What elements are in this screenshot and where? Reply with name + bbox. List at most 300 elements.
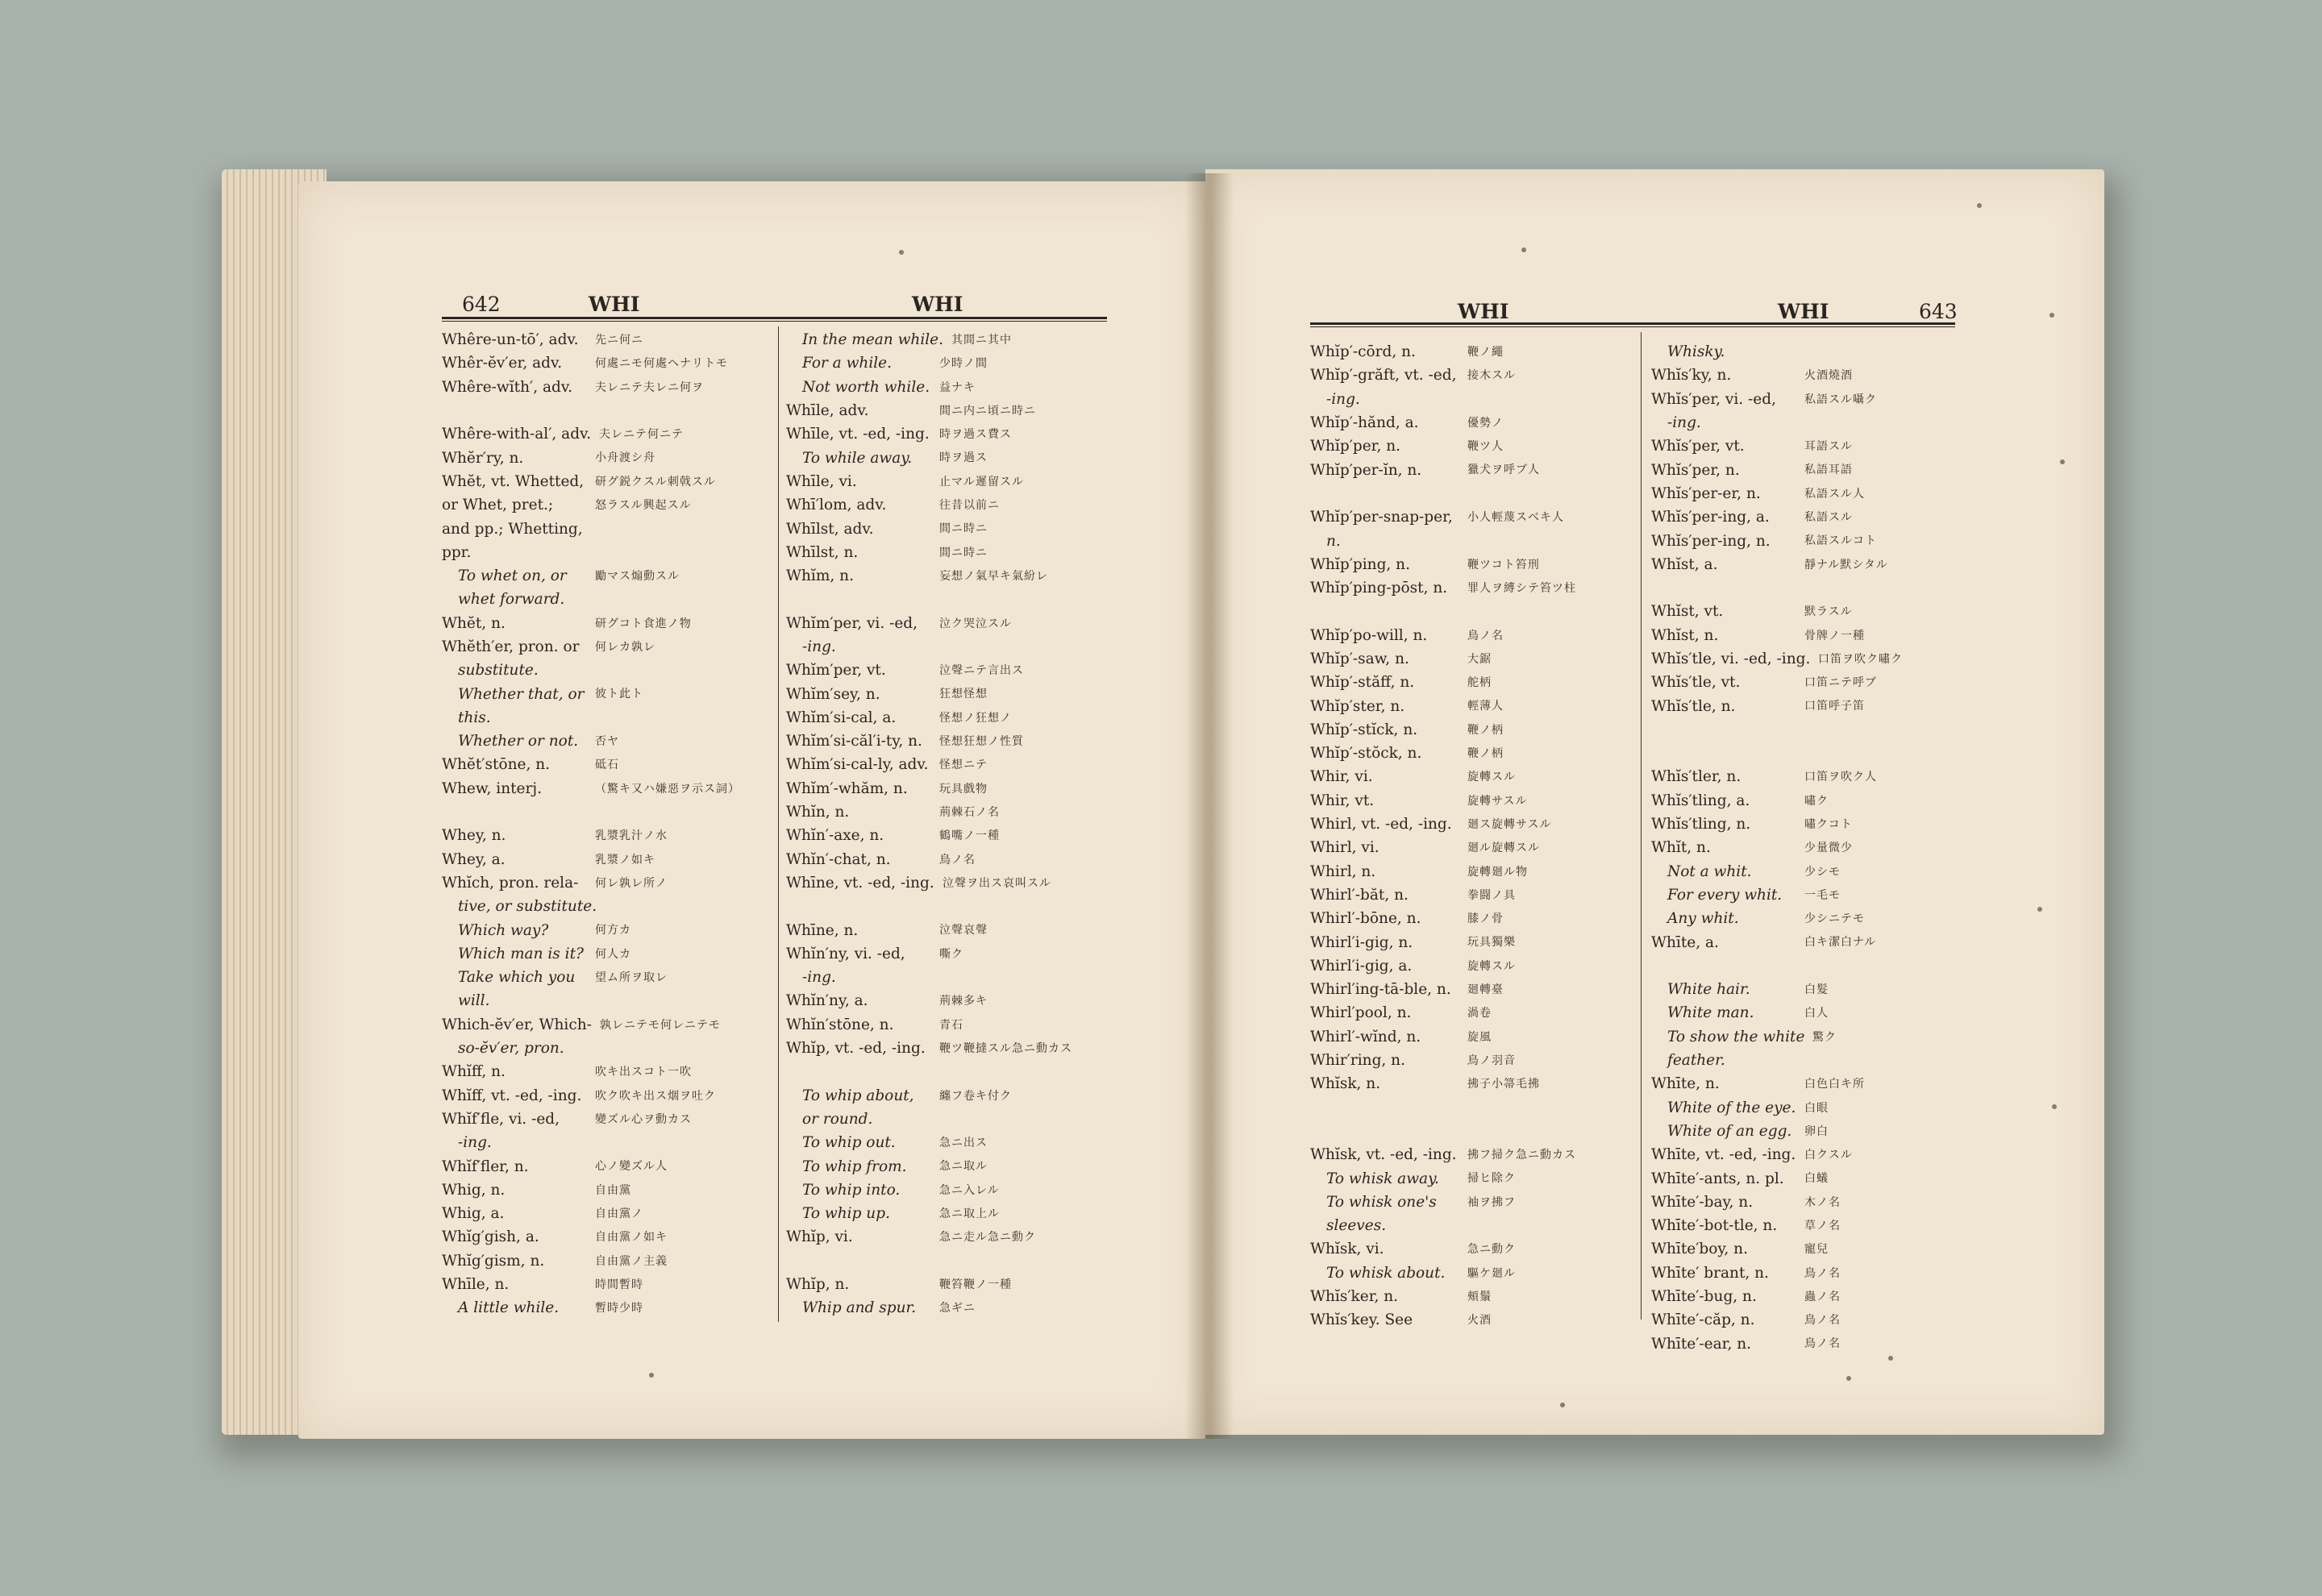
entry-headword: Whĭsk, vi. xyxy=(1310,1241,1384,1258)
entry-gloss: 驅ケ廻ル xyxy=(1467,1266,1516,1280)
entry-headword: Whir, vi. xyxy=(1310,768,1373,786)
entry-gloss: 自由黨ノ主義 xyxy=(595,1254,668,1268)
entry-headword: Whĭs′tle, vt. xyxy=(1651,674,1741,692)
left-column-divider xyxy=(778,326,779,1322)
entry-headword: Whĭp′-stăff, n. xyxy=(1310,674,1415,692)
entry-headword: Whĭp′-stŏck, n. xyxy=(1310,745,1422,763)
dictionary-entry xyxy=(786,729,1109,753)
left-header-rule xyxy=(442,317,1107,322)
right-header-rule xyxy=(1310,322,1955,327)
dictionary-entry xyxy=(786,682,1109,705)
entry-headword: Whĭp′-saw, n. xyxy=(1310,650,1409,667)
entry-gloss: 私語スル人 xyxy=(1804,487,1865,501)
dictionary-entry xyxy=(1651,1025,1966,1049)
paper-spot xyxy=(2037,907,2042,912)
entry-headword: To whisk about. xyxy=(1326,1264,1446,1282)
entry-gloss: 何方カ xyxy=(595,924,631,937)
entry-gloss: 罪人ヲ縛シテ笞ツ柱 xyxy=(1467,581,1576,595)
entry-headword: White of the eye. xyxy=(1667,1099,1796,1116)
entry-gloss xyxy=(1804,414,1966,432)
dictionary-entry xyxy=(1310,671,1637,694)
entry-gloss: 私語スル囁ク xyxy=(1804,393,1877,406)
entry-gloss xyxy=(1467,485,1637,503)
dictionary-entry xyxy=(1651,1096,1966,1120)
entry-headword: or round. xyxy=(802,1110,873,1128)
entry-gloss: 嘯クコト xyxy=(1804,817,1853,831)
entry-headword: Whĭt, n. xyxy=(1651,839,1711,857)
entry-headword: To whet on, or xyxy=(458,567,567,585)
dictionary-entry xyxy=(1651,647,1966,671)
entry-headword: Whêre-with-al′, adv. xyxy=(442,426,592,443)
entry-gloss: 卵白 xyxy=(1804,1124,1829,1138)
entry-gloss: 急ニ取上ル xyxy=(939,1207,1000,1220)
entry-headword: Whey, a. xyxy=(442,850,506,868)
entry-gloss xyxy=(1467,532,1637,550)
entry-headword: Whirl′-băt, n. xyxy=(1310,886,1409,904)
dictionary-entry xyxy=(442,1108,772,1131)
entry-gloss: 鞭ノ柄 xyxy=(1467,723,1504,737)
paper-spot xyxy=(1560,1403,1565,1407)
entry-gloss: 急ニ取ル xyxy=(939,1160,988,1174)
entry-gloss: 何レ孰レ所ノ xyxy=(595,876,668,890)
entry-gloss: 急ニ走ル急ニ動ク xyxy=(939,1231,1036,1245)
entry-headword: Whir, vt. xyxy=(1310,792,1375,809)
entry-gloss xyxy=(595,402,772,420)
entry-headword: Whīte′-bay, n. xyxy=(1651,1193,1754,1211)
entry-gloss: 默ラスル xyxy=(1804,605,1853,619)
entry-headword: Whig, a. xyxy=(442,1205,505,1223)
entry-headword: -ing. xyxy=(1667,414,1701,432)
entry-gloss: 往昔以前ニ xyxy=(939,499,1000,513)
dictionary-entry xyxy=(786,517,1109,540)
dictionary-entry xyxy=(1310,1072,1637,1095)
entry-headword: Whĭs′tle, vi. -ed, -ing. xyxy=(1651,650,1811,667)
entry-headword: Whĕt′stōne, n. xyxy=(442,756,550,774)
entry-gloss xyxy=(939,591,1109,609)
entry-headword: Whĭm′per, vt. xyxy=(786,662,886,680)
entry-headword: Whīte, a. xyxy=(1651,933,1719,951)
entry-headword: Whĭp′per-snap-per, xyxy=(1310,509,1453,526)
entry-headword: Not worth while. xyxy=(802,378,930,396)
dictionary-entry xyxy=(786,635,1109,659)
entry-headword: Whĭs′per, vi. -ed, xyxy=(1651,390,1776,408)
dictionary-entry xyxy=(442,706,772,729)
dictionary-entry xyxy=(1651,813,1966,836)
entry-headword: Whêr-ĕv′er, adv. xyxy=(442,355,563,372)
dictionary-entry xyxy=(786,1013,1109,1037)
entry-gloss: 荊棘多キ xyxy=(939,995,988,1008)
entry-headword: Whĭf′fle, vi. -ed, xyxy=(442,1110,560,1128)
entry-headword: Whĭs′tling, a. xyxy=(1651,792,1750,809)
paper-spot xyxy=(1846,1376,1851,1381)
dictionary-entry xyxy=(1310,388,1637,411)
dictionary-entry xyxy=(442,753,772,776)
dictionary-entry xyxy=(1310,1261,1637,1285)
dictionary-entry xyxy=(442,918,772,941)
entry-gloss: 旋風 xyxy=(1467,1030,1492,1044)
entry-headword: Whĭs′tle, n. xyxy=(1651,697,1736,715)
entry-gloss: 夫レニテ何ニテ xyxy=(599,428,684,442)
paper-spot xyxy=(2049,313,2054,318)
dictionary-entry xyxy=(1310,1120,1637,1143)
entry-headword: To whip up. xyxy=(802,1205,890,1223)
left-header-guide-word-2: WHI xyxy=(912,293,963,316)
left-page-column-2 xyxy=(786,328,1109,1320)
dictionary-entry xyxy=(1310,907,1637,930)
entry-headword: To whisk one's xyxy=(1326,1193,1437,1211)
dictionary-entry xyxy=(786,376,1109,399)
dictionary-entry xyxy=(442,541,772,564)
entry-headword: Whêre-un-tō′, adv. xyxy=(442,331,579,349)
entry-gloss: 耳語スル xyxy=(1804,440,1853,454)
entry-headword: Whĭst, a. xyxy=(1651,555,1718,573)
dictionary-entry xyxy=(786,1037,1109,1060)
entry-gloss: 寵兒 xyxy=(1804,1243,1829,1257)
dictionary-entry xyxy=(1310,1049,1637,1072)
entry-gloss: 自由黨ノ如キ xyxy=(595,1231,668,1245)
dictionary-entry xyxy=(442,588,772,611)
entry-headword: Whīle, n. xyxy=(442,1276,510,1294)
dictionary-entry xyxy=(1651,1049,1966,1072)
dictionary-entry xyxy=(786,1060,1109,1083)
dictionary-entry xyxy=(1310,647,1637,671)
entry-headword: Whīle, vi. xyxy=(786,472,857,490)
entry-headword: Whĭch, pron. rela- xyxy=(442,874,579,892)
entry-gloss: 口笛ニテ呼ブ xyxy=(1804,676,1877,690)
dictionary-entry xyxy=(1651,576,1966,600)
dictionary-entry xyxy=(1310,1237,1637,1261)
dictionary-entry xyxy=(786,1202,1109,1225)
entry-headword: Whĭs′per-ing, a. xyxy=(1651,509,1770,526)
dictionary-entry xyxy=(1651,411,1966,434)
entry-gloss: 鞭ノ繩 xyxy=(1467,346,1504,359)
left-page-column-1 xyxy=(442,328,772,1320)
entry-gloss: 優勢ノ xyxy=(1467,416,1504,430)
entry-headword: Whĭn′stōne, n. xyxy=(786,1016,894,1033)
entry-gloss: 狂想怪想 xyxy=(939,688,988,701)
entry-gloss: 廻ル旋轉スル xyxy=(1467,842,1540,855)
entry-gloss: 接木スル xyxy=(1467,369,1516,383)
dictionary-entry xyxy=(442,422,772,446)
entry-headword: Whĭp′-cōrd, n. xyxy=(1310,343,1416,361)
entry-headword: Whīte′ brant, n. xyxy=(1651,1264,1769,1282)
dictionary-entry xyxy=(786,1108,1109,1131)
dictionary-entry xyxy=(1310,765,1637,788)
entry-headword: In the mean while. xyxy=(802,331,944,349)
dictionary-entry xyxy=(1651,1001,1966,1025)
entry-headword: Take which you xyxy=(458,969,576,987)
dictionary-entry xyxy=(1310,364,1637,387)
entry-headword: Whīne, vt. -ed, -ing. xyxy=(786,874,934,892)
paper-spot xyxy=(2052,1104,2057,1109)
entry-gloss xyxy=(939,1111,1109,1128)
entry-headword: feather. xyxy=(1667,1052,1725,1070)
entry-gloss: 暫時少時 xyxy=(595,1302,643,1315)
entry-gloss: 拳闘ノ具 xyxy=(1467,888,1516,902)
entry-gloss: 白クスル xyxy=(1804,1149,1853,1162)
entry-gloss xyxy=(1467,603,1637,621)
dictionary-entry xyxy=(442,966,772,989)
entry-gloss: 砥石 xyxy=(595,759,619,772)
dictionary-entry xyxy=(786,800,1109,824)
dictionary-entry xyxy=(786,446,1109,469)
entry-gloss: 自由黨 xyxy=(595,1183,631,1197)
dictionary-entry xyxy=(442,1273,772,1296)
entry-headword: Whīne, n. xyxy=(786,921,859,939)
entry-headword: Whĭp′ping, n. xyxy=(1310,555,1410,573)
dictionary-entry xyxy=(1310,694,1637,717)
entry-gloss: 乳漿乳汁ノ水 xyxy=(595,829,668,843)
paper-spot xyxy=(1977,203,1982,208)
entry-gloss: 鳥ノ羽音 xyxy=(1467,1054,1516,1067)
entry-headword: Whīte, n. xyxy=(1651,1075,1720,1093)
entry-headword: Whĭs′tler, n. xyxy=(1651,768,1742,786)
entry-headword: whet forward. xyxy=(458,591,565,609)
entry-gloss: 急ニ出ス xyxy=(939,1137,988,1150)
dictionary-entry xyxy=(442,328,772,351)
dictionary-entry xyxy=(786,470,1109,493)
entry-gloss: 其間ニ其中 xyxy=(951,334,1012,347)
entry-gloss: 纏フ卷キ付ク xyxy=(939,1089,1012,1103)
entry-gloss: 泣ク哭泣スル xyxy=(939,617,1012,630)
entry-headword: To while away. xyxy=(802,449,913,467)
dictionary-entry xyxy=(786,871,1109,895)
entry-headword: Whīlst, n. xyxy=(786,543,859,561)
entry-gloss: 吹キ出スコト一吹 xyxy=(595,1066,692,1079)
dictionary-entry xyxy=(1310,482,1637,505)
entry-gloss: 間ニ内ニ頃ニ時ニ xyxy=(939,404,1036,418)
dictionary-entry xyxy=(442,612,772,635)
entry-gloss: 心ノ變ズル人 xyxy=(595,1160,668,1174)
entry-gloss: 何レカ孰レ xyxy=(595,640,655,654)
dictionary-entry xyxy=(786,918,1109,941)
entry-gloss: 怒ラスル興起スル xyxy=(595,499,692,513)
dictionary-entry xyxy=(442,895,772,918)
dictionary-entry xyxy=(1651,883,1966,907)
dictionary-entry xyxy=(442,1296,772,1320)
dictionary-entry xyxy=(1310,411,1637,434)
dictionary-entry xyxy=(1310,340,1637,364)
entry-gloss xyxy=(595,520,772,538)
right-header-guide-word-2: WHI xyxy=(1778,300,1829,323)
dictionary-entry xyxy=(1651,505,1966,529)
entry-headword: -ing. xyxy=(458,1134,492,1152)
dictionary-entry xyxy=(442,470,772,493)
entry-gloss: 泣聲ニテ言出ス xyxy=(939,664,1024,678)
entry-headword: Whig, n. xyxy=(442,1181,506,1199)
dictionary-entry xyxy=(1651,388,1966,411)
entry-headword: Whip and spur. xyxy=(802,1299,917,1317)
entry-gloss: 急ギニ xyxy=(939,1302,976,1315)
entry-gloss: 止マル遲留スル xyxy=(939,475,1024,488)
entry-gloss: 鳥ノ名 xyxy=(1804,1337,1841,1351)
entry-gloss: 荊棘石ノ名 xyxy=(939,805,1000,819)
entry-headword: Whīte′-ants, n. pl. xyxy=(1651,1170,1784,1187)
entry-gloss: 輕薄人 xyxy=(1467,700,1504,713)
dictionary-entry xyxy=(1651,860,1966,883)
entry-gloss xyxy=(1804,343,1966,361)
entry-gloss xyxy=(595,591,772,609)
dictionary-entry xyxy=(1310,458,1637,481)
entry-headword: Whĭg′gism, n. xyxy=(442,1252,545,1270)
entry-gloss: 白色白キ所 xyxy=(1804,1078,1865,1091)
dictionary-entry xyxy=(442,989,772,1012)
entry-headword: A little while. xyxy=(458,1299,560,1317)
entry-gloss: 勵マス煽動スル xyxy=(595,569,680,583)
entry-gloss: 時ヲ過ス xyxy=(939,451,988,465)
dictionary-entry xyxy=(786,895,1109,918)
entry-gloss: 青石 xyxy=(939,1018,963,1032)
entry-headword: Whĭsk, vt. -ed, -ing. xyxy=(1310,1146,1457,1164)
entry-gloss xyxy=(1804,745,1966,763)
entry-gloss xyxy=(1467,1099,1637,1117)
entry-gloss: 孰レニテモ何レニテモ xyxy=(600,1018,721,1032)
entry-headword: Whĭp′-grăft, vt. -ed, xyxy=(1310,367,1457,384)
entry-gloss: 何處ニモ何處ヘナリトモ xyxy=(595,357,728,371)
entry-headword: Whew, interj. xyxy=(442,779,542,797)
entry-gloss: 小舟渡シ舟 xyxy=(595,451,655,465)
entry-gloss: （驚キ又ハ嫌惡ヲ示ス詞） xyxy=(595,782,740,796)
entry-gloss: 舵柄 xyxy=(1467,676,1492,690)
entry-gloss: 渦卷 xyxy=(1467,1007,1492,1020)
dictionary-entry xyxy=(1651,930,1966,954)
dictionary-entry xyxy=(1651,529,1966,552)
dictionary-entry xyxy=(1651,624,1966,647)
dictionary-entry xyxy=(1310,789,1637,813)
dictionary-entry xyxy=(1310,1308,1637,1332)
entry-gloss: 袖ヲ拂フ xyxy=(1467,1195,1516,1209)
entry-gloss: 鳥ノ名 xyxy=(1467,629,1504,642)
dictionary-entry xyxy=(786,777,1109,800)
entry-headword: Whĭf′fler, n. xyxy=(442,1158,529,1175)
entry-headword: Whirl′-bōne, n. xyxy=(1310,910,1421,928)
entry-gloss: 時間暫時 xyxy=(595,1278,643,1291)
entry-gloss xyxy=(1467,1123,1637,1141)
dictionary-entry xyxy=(786,588,1109,611)
entry-headword: Whĭm′sey, n. xyxy=(786,685,880,703)
entry-gloss xyxy=(939,638,1109,656)
dictionary-entry xyxy=(442,942,772,966)
entry-headword: Whirl′i-gig, n. xyxy=(1310,933,1413,951)
dictionary-entry xyxy=(786,966,1109,989)
entry-gloss: 拂フ掃ク急ニ動カス xyxy=(1467,1149,1576,1162)
entry-headword: Whĭst, vt. xyxy=(1651,603,1724,621)
entry-gloss: 益ナキ xyxy=(939,380,976,394)
entry-gloss: 火酒燒酒 xyxy=(1804,369,1853,383)
entry-gloss: 口笛ヲ吹ク人 xyxy=(1804,771,1877,784)
dictionary-entry xyxy=(1310,624,1637,647)
dictionary-entry xyxy=(1310,1285,1637,1308)
entry-gloss xyxy=(1804,958,1966,975)
dictionary-entry xyxy=(442,777,772,800)
entry-gloss: 研グコト食進ノ物 xyxy=(595,617,692,630)
entry-headword: White hair. xyxy=(1667,981,1750,999)
dictionary-entry xyxy=(1310,930,1637,954)
dictionary-entry xyxy=(442,1084,772,1108)
entry-gloss: 少シニテモ xyxy=(1804,912,1865,926)
dictionary-entry xyxy=(1310,883,1637,907)
entry-headword: Whĭs′tling, n. xyxy=(1651,816,1751,833)
dictionary-entry xyxy=(1310,718,1637,742)
entry-headword: Whĭs′per, n. xyxy=(1651,461,1740,479)
dictionary-entry xyxy=(786,1249,1109,1273)
entry-headword: Whirl′pool, n. xyxy=(1310,1004,1412,1022)
entry-headword: so-ĕv′er, pron. xyxy=(458,1040,564,1058)
entry-headword: this. xyxy=(458,709,491,726)
dictionary-entry xyxy=(1310,1001,1637,1025)
entry-gloss: 頰鬚 xyxy=(1467,1290,1492,1303)
entry-gloss: 怪想ノ狂想ノ xyxy=(939,711,1012,725)
dictionary-entry xyxy=(1651,1120,1966,1143)
dictionary-entry xyxy=(1651,1332,1966,1355)
entry-headword: Whĭff, vt. -ed, -ing. xyxy=(442,1087,582,1104)
entry-gloss: 夫レニテ夫レニ何ヲ xyxy=(595,380,704,394)
entry-gloss: 間ニ時ニ xyxy=(939,546,988,559)
left-header-guide-word: WHI xyxy=(589,293,640,316)
dictionary-entry xyxy=(442,493,772,517)
entry-headword: Any whit. xyxy=(1667,910,1739,928)
entry-gloss: 玩具戲物 xyxy=(939,782,988,796)
dictionary-entry xyxy=(1651,1308,1966,1332)
right-page-column-1 xyxy=(1310,340,1637,1332)
paper-spot xyxy=(2060,459,2065,464)
dictionary-entry xyxy=(1651,789,1966,813)
paper-spot xyxy=(899,250,904,255)
entry-gloss: 旋轉スル xyxy=(1467,771,1516,784)
dictionary-entry xyxy=(786,1131,1109,1154)
entry-gloss: 玩具獨樂 xyxy=(1467,936,1516,950)
entry-headword: Which way? xyxy=(458,921,549,939)
entry-gloss xyxy=(1467,1217,1637,1235)
entry-gloss xyxy=(939,898,1109,916)
dictionary-entry xyxy=(1310,576,1637,600)
entry-gloss: 大鋸 xyxy=(1467,652,1492,666)
dictionary-entry xyxy=(1310,1096,1637,1120)
entry-gloss xyxy=(939,1253,1109,1270)
dictionary-entry xyxy=(442,1202,772,1225)
dictionary-entry xyxy=(786,942,1109,966)
dictionary-entry xyxy=(1651,482,1966,505)
entry-headword: Whĕr′ry, n. xyxy=(442,449,524,467)
entry-headword: Which-ĕv′er, Which- xyxy=(442,1016,592,1033)
entry-headword: Whir′ring, n. xyxy=(1310,1052,1405,1070)
dictionary-entry xyxy=(1310,1025,1637,1049)
entry-gloss: 鞭ツ人 xyxy=(1467,440,1504,454)
entry-gloss: 白人 xyxy=(1804,1007,1829,1020)
dictionary-entry xyxy=(1651,600,1966,623)
entry-gloss: 廻轉臺 xyxy=(1467,983,1504,997)
dictionary-entry xyxy=(1651,1191,1966,1214)
entry-gloss xyxy=(595,804,772,821)
entry-headword: and pp.; Whetting, xyxy=(442,520,583,538)
dictionary-entry xyxy=(1651,340,1966,364)
entry-headword: Whīte′-bug, n. xyxy=(1651,1288,1757,1306)
dictionary-entry xyxy=(1651,1237,1966,1261)
entry-gloss xyxy=(595,544,772,562)
entry-headword: Whĭp, vt. -ed, -ing. xyxy=(786,1040,926,1058)
entry-headword: Whīle, adv. xyxy=(786,402,869,420)
dictionary-entry xyxy=(786,564,1109,588)
dictionary-entry xyxy=(1310,529,1637,552)
dictionary-entry xyxy=(786,1225,1109,1249)
entry-gloss xyxy=(595,1134,772,1152)
entry-headword: or Whet, pret.; xyxy=(442,497,554,514)
entry-headword: Whirl, vt. -ed, -ing. xyxy=(1310,816,1452,833)
dictionary-entry xyxy=(786,753,1109,776)
entry-gloss: 急ニ入レル xyxy=(939,1183,1000,1197)
dictionary-entry xyxy=(1310,1214,1637,1237)
dictionary-entry xyxy=(442,800,772,824)
